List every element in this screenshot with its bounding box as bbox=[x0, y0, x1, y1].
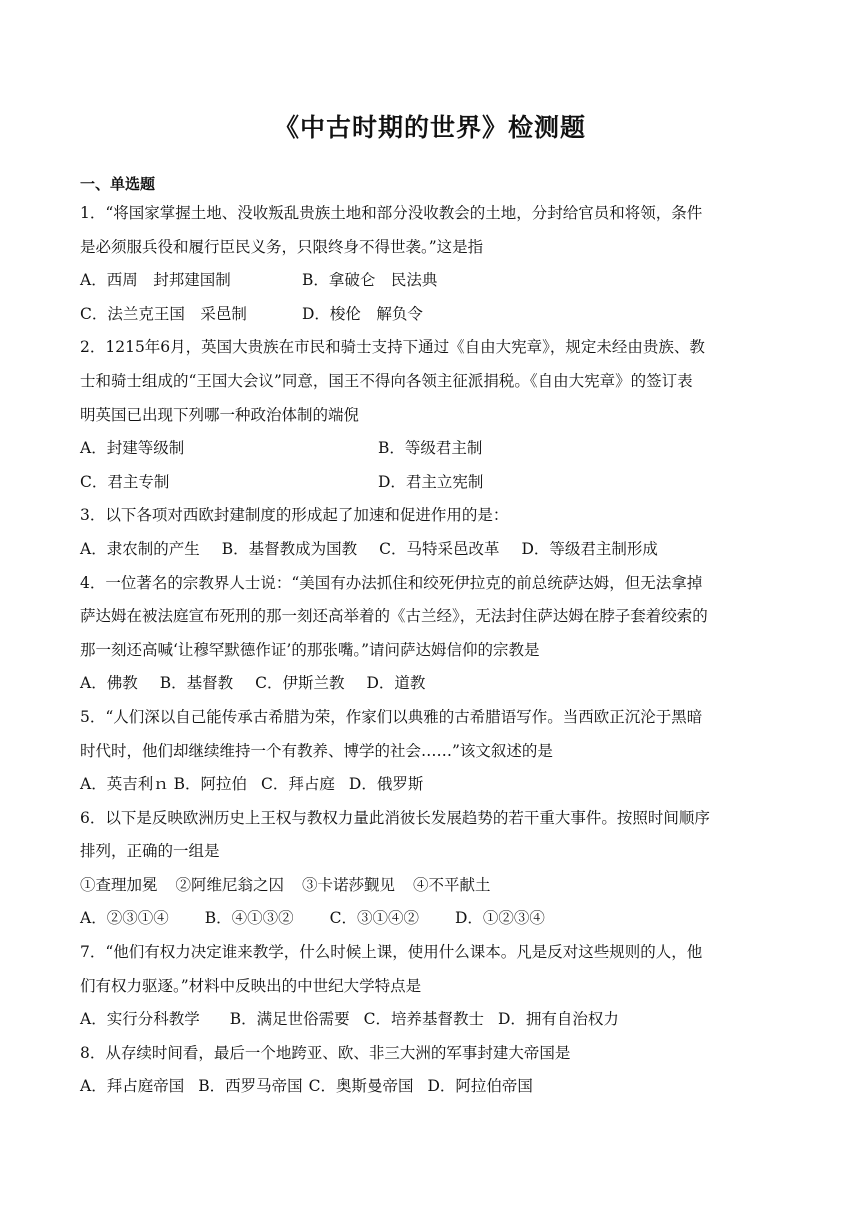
option-a[interactable]: A．封建等级制 bbox=[80, 439, 185, 458]
question-stem-line: 6．以下是反映欧洲历史上王权与教权力量此消彼长发展趋势的若干重大事件。按照时间顺序 bbox=[80, 808, 710, 827]
question-stem-line: 3．以下各项对西欧封建制度的形成起了加速和促进作用的是： bbox=[80, 506, 509, 525]
event-item: ④不平献土 bbox=[413, 875, 491, 894]
option-a[interactable]: A．隶农制的产生 bbox=[80, 539, 200, 558]
option-d[interactable]: D．君主立宪制 bbox=[378, 472, 484, 491]
option-c[interactable]: C．奥斯曼帝国 bbox=[308, 1077, 414, 1096]
option-d[interactable]: D．拥有自治权力 bbox=[497, 1010, 619, 1029]
question-stem-line: 明英国已出现下列哪一种政治体制的端倪 bbox=[80, 405, 360, 424]
question-stem-line: 士和骑士组成的“王国大会议”同意，国王不得向各领主征派捐税。《自由大宪章》的签订表 bbox=[80, 371, 693, 390]
question-stem-line: 8．从存续时间看，最后一个地跨亚、欧、非三大洲的军事封建大帝国是 bbox=[80, 1043, 571, 1062]
page-title: 《中古时期的世界》检测题 bbox=[273, 113, 586, 142]
option-row bbox=[80, 902, 780, 936]
option-row bbox=[80, 1070, 780, 1104]
option-c[interactable]: C．君主专制 bbox=[80, 472, 170, 491]
option-b[interactable]: B．等级君主制 bbox=[378, 439, 483, 458]
option-c[interactable]: C．培养基督教士 bbox=[363, 1010, 484, 1029]
question-stem-line: 是必须服兵役和履行臣民义务，只限终身不得世袭。”这是指 bbox=[80, 237, 484, 256]
question-stem-line: 4．一位著名的宗教界人士说：“美国有办法抓住和绞死伊拉克的前总统萨达姆，但无法拿掉 bbox=[80, 573, 703, 592]
option-d[interactable]: D．①②③④ bbox=[454, 909, 545, 928]
question-stem-line: 排列，正确的一组是 bbox=[80, 842, 220, 861]
option-b[interactable]: B．满足世俗需要 bbox=[229, 1010, 350, 1029]
option-a[interactable]: A．实行分科教学 bbox=[80, 1010, 200, 1029]
event-list bbox=[80, 869, 780, 903]
option-row bbox=[80, 768, 780, 802]
event-item: ①查理加冕 bbox=[80, 875, 158, 894]
option-c[interactable]: C．法兰克王国 采邑制 bbox=[80, 304, 247, 323]
question-5 bbox=[80, 701, 780, 802]
question-stem-line: 时代时，他们却继续维持一个有教养、博学的社会……”该文叙述的是 bbox=[80, 741, 553, 760]
event-item: ③卡诺莎觐见 bbox=[302, 875, 396, 894]
option-d[interactable]: D．道教 bbox=[366, 674, 426, 693]
question-stem-line: 们有权力驱逐。”材料中反映出的中世纪大学特点是 bbox=[80, 976, 422, 995]
option-a[interactable]: A．西周 封邦建国制 bbox=[80, 271, 231, 290]
option-c[interactable]: C．马特采邑改革 bbox=[379, 539, 500, 558]
option-a[interactable]: A．佛教 bbox=[80, 674, 138, 693]
question-stem-line: 那一刻还高喊‘让穆罕默德作证’的那张嘴。”请问萨达姆信仰的宗教是 bbox=[80, 640, 540, 659]
option-d[interactable]: D．俄罗斯 bbox=[348, 775, 424, 794]
option-d[interactable]: D．等级君主制形成 bbox=[521, 539, 658, 558]
option-b[interactable]: B．基督教成为国教 bbox=[221, 539, 358, 558]
option-d[interactable]: D．阿拉伯帝国 bbox=[427, 1077, 533, 1096]
option-row bbox=[80, 533, 780, 567]
question-stem-line: 1．“将国家掌握土地、没收叛乱贵族土地和部分没收教会的土地，分封给官员和将领，条件 bbox=[80, 204, 703, 222]
option-b[interactable]: B．基督教 bbox=[159, 674, 234, 693]
question-list bbox=[80, 171, 780, 1104]
question-2 bbox=[80, 331, 780, 499]
option-row bbox=[80, 1003, 780, 1037]
option-c[interactable]: C．③①④② bbox=[329, 909, 419, 928]
option-row bbox=[80, 466, 780, 500]
option-row bbox=[80, 298, 780, 332]
question-stem-line: 7．“他们有权力决定谁来教学，什么时候上课，使用什么课本。凡是反对这些规则的人，他 bbox=[80, 943, 703, 962]
option-b[interactable]: B．西罗马帝国 bbox=[198, 1077, 303, 1096]
option-c[interactable]: C．伊斯兰教 bbox=[255, 674, 345, 693]
option-b[interactable]: B．④①③② bbox=[204, 909, 294, 928]
option-a[interactable]: A．②③①④ bbox=[80, 909, 169, 928]
option-a-b[interactable]: A．英吉利ｎ B．阿拉伯 bbox=[80, 775, 248, 794]
question-stem-line: 5．“人们深以自己能传承古希腊为荣，作家们以典雅的古希腊语写作。当西欧正沉沦于黑暗 bbox=[80, 707, 703, 726]
question-stem-line: 萨达姆在被法庭宣布死刑的那一刻还高举着的《古兰经》，无法封住萨达姆在脖子套着绞索的 bbox=[80, 607, 708, 626]
option-row bbox=[80, 264, 780, 298]
event-item: ②阿维尼翁之囚 bbox=[175, 875, 285, 894]
option-c[interactable]: C．拜占庭 bbox=[261, 775, 335, 794]
option-row bbox=[80, 432, 780, 466]
question-1 bbox=[80, 197, 780, 331]
question-stem-line: 2．1215年6月，英国大贵族在市民和骑士支持下通过《自由大宪章》，规定未经由贵族、教 bbox=[80, 338, 705, 357]
option-b[interactable]: B．拿破仑 民法典 bbox=[302, 271, 438, 290]
option-d[interactable]: D．梭伦 解负令 bbox=[302, 304, 423, 323]
question-3 bbox=[80, 499, 780, 566]
question-6 bbox=[80, 802, 780, 936]
option-row bbox=[80, 667, 780, 701]
question-7 bbox=[80, 936, 780, 1037]
question-4 bbox=[80, 567, 780, 701]
question-8 bbox=[80, 1037, 780, 1104]
section-heading: 一、单选题 bbox=[80, 175, 156, 193]
option-a[interactable]: A．拜占庭帝国 bbox=[80, 1077, 185, 1096]
